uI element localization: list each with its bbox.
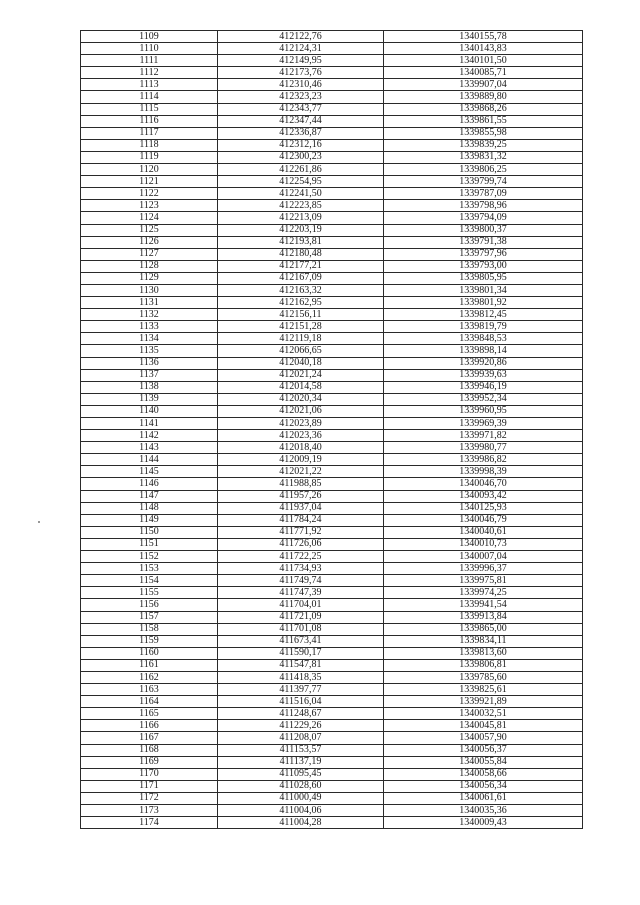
x-coordinate-cell: 412254,95 bbox=[218, 176, 384, 188]
point-number-cell: 1150 bbox=[81, 526, 218, 538]
x-coordinate-cell: 412213,09 bbox=[218, 212, 384, 224]
point-number-cell: 1135 bbox=[81, 345, 218, 357]
x-coordinate-cell: 411153,57 bbox=[218, 744, 384, 756]
point-number-cell: 1143 bbox=[81, 442, 218, 454]
table-row bbox=[81, 151, 583, 163]
y-coordinate-cell: 1339939,63 bbox=[384, 369, 583, 381]
table-row bbox=[81, 817, 583, 829]
y-coordinate-cell: 1339855,98 bbox=[384, 127, 583, 139]
point-number-cell: 1158 bbox=[81, 623, 218, 635]
table-row bbox=[81, 538, 583, 550]
y-coordinate-cell: 1339793,00 bbox=[384, 260, 583, 272]
y-coordinate-cell: 1339969,39 bbox=[384, 418, 583, 430]
point-number-cell: 1160 bbox=[81, 647, 218, 659]
table-row bbox=[81, 514, 583, 526]
x-coordinate-cell: 411397,77 bbox=[218, 684, 384, 696]
x-coordinate-cell: 412040,18 bbox=[218, 357, 384, 369]
y-coordinate-cell: 1339921,89 bbox=[384, 696, 583, 708]
y-coordinate-cell: 1340046,79 bbox=[384, 514, 583, 526]
point-number-cell: 1127 bbox=[81, 248, 218, 260]
table-row bbox=[81, 551, 583, 563]
table-row bbox=[81, 127, 583, 139]
point-number-cell: 1110 bbox=[81, 43, 218, 55]
x-coordinate-cell: 411248,67 bbox=[218, 708, 384, 720]
point-number-cell: 1169 bbox=[81, 756, 218, 768]
y-coordinate-cell: 1339831,32 bbox=[384, 151, 583, 163]
table-row bbox=[81, 466, 583, 478]
table-row bbox=[81, 430, 583, 442]
x-coordinate-cell: 411516,04 bbox=[218, 696, 384, 708]
table-row bbox=[81, 780, 583, 792]
y-coordinate-cell: 1339825,61 bbox=[384, 684, 583, 696]
table-row bbox=[81, 188, 583, 200]
x-coordinate-cell: 411590,17 bbox=[218, 647, 384, 659]
x-coordinate-cell: 412312,16 bbox=[218, 139, 384, 151]
y-coordinate-cell: 1339812,45 bbox=[384, 309, 583, 321]
coordinates-table-body bbox=[81, 31, 583, 829]
table-row bbox=[81, 732, 583, 744]
point-number-cell: 1174 bbox=[81, 817, 218, 829]
table-row bbox=[81, 284, 583, 296]
y-coordinate-cell: 1339797,96 bbox=[384, 248, 583, 260]
x-coordinate-cell: 411721,09 bbox=[218, 611, 384, 623]
x-coordinate-cell: 411749,74 bbox=[218, 575, 384, 587]
table-row bbox=[81, 647, 583, 659]
point-number-cell: 1109 bbox=[81, 31, 218, 43]
point-number-cell: 1117 bbox=[81, 127, 218, 139]
table-row bbox=[81, 139, 583, 151]
point-number-cell: 1130 bbox=[81, 284, 218, 296]
point-number-cell: 1132 bbox=[81, 309, 218, 321]
y-coordinate-cell: 1339907,04 bbox=[384, 79, 583, 91]
point-number-cell: 1173 bbox=[81, 805, 218, 817]
y-coordinate-cell: 1339980,77 bbox=[384, 442, 583, 454]
y-coordinate-cell: 1339971,82 bbox=[384, 430, 583, 442]
point-number-cell: 1147 bbox=[81, 490, 218, 502]
x-coordinate-cell: 411095,45 bbox=[218, 768, 384, 780]
y-coordinate-cell: 1339998,39 bbox=[384, 466, 583, 478]
table-row bbox=[81, 490, 583, 502]
point-number-cell: 1126 bbox=[81, 236, 218, 248]
table-row bbox=[81, 43, 583, 55]
point-number-cell: 1144 bbox=[81, 454, 218, 466]
y-coordinate-cell: 1339801,92 bbox=[384, 297, 583, 309]
x-coordinate-cell: 412173,76 bbox=[218, 67, 384, 79]
table-row bbox=[81, 805, 583, 817]
point-number-cell: 1165 bbox=[81, 708, 218, 720]
table-row bbox=[81, 224, 583, 236]
table-row bbox=[81, 248, 583, 260]
x-coordinate-cell: 411957,26 bbox=[218, 490, 384, 502]
point-number-cell: 1139 bbox=[81, 393, 218, 405]
table-row bbox=[81, 478, 583, 490]
x-coordinate-cell: 411701,08 bbox=[218, 623, 384, 635]
y-coordinate-cell: 1340035,36 bbox=[384, 805, 583, 817]
y-coordinate-cell: 1339785,60 bbox=[384, 671, 583, 683]
point-number-cell: 1122 bbox=[81, 188, 218, 200]
point-number-cell: 1170 bbox=[81, 768, 218, 780]
point-number-cell: 1159 bbox=[81, 635, 218, 647]
y-coordinate-cell: 1340056,37 bbox=[384, 744, 583, 756]
point-number-cell: 1140 bbox=[81, 405, 218, 417]
point-number-cell: 1111 bbox=[81, 55, 218, 67]
y-coordinate-cell: 1340057,90 bbox=[384, 732, 583, 744]
y-coordinate-cell: 1339794,09 bbox=[384, 212, 583, 224]
x-coordinate-cell: 412177,21 bbox=[218, 260, 384, 272]
y-coordinate-cell: 1339920,86 bbox=[384, 357, 583, 369]
y-coordinate-cell: 1339952,34 bbox=[384, 393, 583, 405]
x-coordinate-cell: 412018,40 bbox=[218, 442, 384, 454]
y-coordinate-cell: 1339806,81 bbox=[384, 659, 583, 671]
table-row bbox=[81, 55, 583, 67]
table-row bbox=[81, 393, 583, 405]
y-coordinate-cell: 1339861,55 bbox=[384, 115, 583, 127]
x-coordinate-cell: 411229,26 bbox=[218, 720, 384, 732]
table-row bbox=[81, 333, 583, 345]
y-coordinate-cell: 1340046,70 bbox=[384, 478, 583, 490]
point-number-cell: 1133 bbox=[81, 321, 218, 333]
table-row bbox=[81, 297, 583, 309]
y-coordinate-cell: 1340056,34 bbox=[384, 780, 583, 792]
table-row bbox=[81, 200, 583, 212]
point-number-cell: 1146 bbox=[81, 478, 218, 490]
point-number-cell: 1164 bbox=[81, 696, 218, 708]
y-coordinate-cell: 1339996,37 bbox=[384, 563, 583, 575]
table-row bbox=[81, 696, 583, 708]
x-coordinate-cell: 412023,89 bbox=[218, 418, 384, 430]
point-number-cell: 1167 bbox=[81, 732, 218, 744]
point-number-cell: 1151 bbox=[81, 538, 218, 550]
y-coordinate-cell: 1340009,43 bbox=[384, 817, 583, 829]
x-coordinate-cell: 411704,01 bbox=[218, 599, 384, 611]
point-number-cell: 1118 bbox=[81, 139, 218, 151]
y-coordinate-cell: 1339848,53 bbox=[384, 333, 583, 345]
x-coordinate-cell: 411734,93 bbox=[218, 563, 384, 575]
x-coordinate-cell: 412241,50 bbox=[218, 188, 384, 200]
x-coordinate-cell: 411771,92 bbox=[218, 526, 384, 538]
point-number-cell: 1112 bbox=[81, 67, 218, 79]
x-coordinate-cell: 412119,18 bbox=[218, 333, 384, 345]
point-number-cell: 1116 bbox=[81, 115, 218, 127]
y-coordinate-cell: 1339865,00 bbox=[384, 623, 583, 635]
x-coordinate-cell: 411208,07 bbox=[218, 732, 384, 744]
y-coordinate-cell: 1339941,54 bbox=[384, 599, 583, 611]
x-coordinate-cell: 412021,22 bbox=[218, 466, 384, 478]
point-number-cell: 1166 bbox=[81, 720, 218, 732]
point-number-cell: 1123 bbox=[81, 200, 218, 212]
y-coordinate-cell: 1340055,84 bbox=[384, 756, 583, 768]
x-coordinate-cell: 412163,32 bbox=[218, 284, 384, 296]
point-number-cell: 1121 bbox=[81, 176, 218, 188]
table-row bbox=[81, 381, 583, 393]
x-coordinate-cell: 412023,36 bbox=[218, 430, 384, 442]
table-row bbox=[81, 792, 583, 804]
x-coordinate-cell: 412020,34 bbox=[218, 393, 384, 405]
point-number-cell: 1141 bbox=[81, 418, 218, 430]
x-coordinate-cell: 411726,06 bbox=[218, 538, 384, 550]
x-coordinate-cell: 411028,60 bbox=[218, 780, 384, 792]
x-coordinate-cell: 412151,28 bbox=[218, 321, 384, 333]
point-number-cell: 1138 bbox=[81, 381, 218, 393]
x-coordinate-cell: 412347,44 bbox=[218, 115, 384, 127]
y-coordinate-cell: 1339813,60 bbox=[384, 647, 583, 659]
point-number-cell: 1156 bbox=[81, 599, 218, 611]
table-row bbox=[81, 260, 583, 272]
table-row bbox=[81, 635, 583, 647]
point-number-cell: 1124 bbox=[81, 212, 218, 224]
y-coordinate-cell: 1339799,74 bbox=[384, 176, 583, 188]
y-coordinate-cell: 1339801,34 bbox=[384, 284, 583, 296]
y-coordinate-cell: 1339787,09 bbox=[384, 188, 583, 200]
x-coordinate-cell: 412021,24 bbox=[218, 369, 384, 381]
point-number-cell: 1162 bbox=[81, 671, 218, 683]
point-number-cell: 1152 bbox=[81, 551, 218, 563]
table-row bbox=[81, 684, 583, 696]
x-coordinate-cell: 411547,81 bbox=[218, 659, 384, 671]
y-coordinate-cell: 1340085,71 bbox=[384, 67, 583, 79]
x-coordinate-cell: 412343,77 bbox=[218, 103, 384, 115]
y-coordinate-cell: 1339986,82 bbox=[384, 454, 583, 466]
x-coordinate-cell: 411673,41 bbox=[218, 635, 384, 647]
x-coordinate-cell: 412223,85 bbox=[218, 200, 384, 212]
table-row bbox=[81, 611, 583, 623]
point-number-cell: 1168 bbox=[81, 744, 218, 756]
y-coordinate-cell: 1340010,73 bbox=[384, 538, 583, 550]
table-row bbox=[81, 115, 583, 127]
table-row bbox=[81, 575, 583, 587]
y-coordinate-cell: 1339806,25 bbox=[384, 164, 583, 176]
table-row bbox=[81, 744, 583, 756]
y-coordinate-cell: 1339974,25 bbox=[384, 587, 583, 599]
y-coordinate-cell: 1339798,96 bbox=[384, 200, 583, 212]
table-row bbox=[81, 236, 583, 248]
x-coordinate-cell: 411988,85 bbox=[218, 478, 384, 490]
point-number-cell: 1161 bbox=[81, 659, 218, 671]
table-row bbox=[81, 587, 583, 599]
y-coordinate-cell: 1340032,51 bbox=[384, 708, 583, 720]
y-coordinate-cell: 1339946,19 bbox=[384, 381, 583, 393]
y-coordinate-cell: 1340093,42 bbox=[384, 490, 583, 502]
point-number-cell: 1128 bbox=[81, 260, 218, 272]
y-coordinate-cell: 1339898,14 bbox=[384, 345, 583, 357]
point-number-cell: 1129 bbox=[81, 272, 218, 284]
y-coordinate-cell: 1340007,04 bbox=[384, 551, 583, 563]
table-row bbox=[81, 309, 583, 321]
x-coordinate-cell: 412014,58 bbox=[218, 381, 384, 393]
y-coordinate-cell: 1339975,81 bbox=[384, 575, 583, 587]
x-coordinate-cell: 412310,46 bbox=[218, 79, 384, 91]
point-number-cell: 1153 bbox=[81, 563, 218, 575]
table-row bbox=[81, 176, 583, 188]
x-coordinate-cell: 411004,28 bbox=[218, 817, 384, 829]
table-row bbox=[81, 599, 583, 611]
point-number-cell: 1171 bbox=[81, 780, 218, 792]
table-row bbox=[81, 103, 583, 115]
point-number-cell: 1131 bbox=[81, 297, 218, 309]
point-number-cell: 1172 bbox=[81, 792, 218, 804]
x-coordinate-cell: 411004,06 bbox=[218, 805, 384, 817]
x-coordinate-cell: 412203,19 bbox=[218, 224, 384, 236]
point-number-cell: 1137 bbox=[81, 369, 218, 381]
point-number-cell: 1155 bbox=[81, 587, 218, 599]
y-coordinate-cell: 1340143,83 bbox=[384, 43, 583, 55]
table-row bbox=[81, 405, 583, 417]
point-number-cell: 1149 bbox=[81, 514, 218, 526]
x-coordinate-cell: 412124,31 bbox=[218, 43, 384, 55]
x-coordinate-cell: 412261,86 bbox=[218, 164, 384, 176]
y-coordinate-cell: 1339960,95 bbox=[384, 405, 583, 417]
point-number-cell: 1142 bbox=[81, 430, 218, 442]
y-coordinate-cell: 1339819,79 bbox=[384, 321, 583, 333]
table-row bbox=[81, 671, 583, 683]
table-row bbox=[81, 321, 583, 333]
point-number-cell: 1148 bbox=[81, 502, 218, 514]
y-coordinate-cell: 1340045,81 bbox=[384, 720, 583, 732]
table-row bbox=[81, 212, 583, 224]
x-coordinate-cell: 412066,65 bbox=[218, 345, 384, 357]
table-row bbox=[81, 659, 583, 671]
y-coordinate-cell: 1339800,37 bbox=[384, 224, 583, 236]
y-coordinate-cell: 1339805,95 bbox=[384, 272, 583, 284]
y-coordinate-cell: 1340061,61 bbox=[384, 792, 583, 804]
table-row bbox=[81, 31, 583, 43]
x-coordinate-cell: 412122,76 bbox=[218, 31, 384, 43]
table-row bbox=[81, 442, 583, 454]
table-row bbox=[81, 357, 583, 369]
table-row bbox=[81, 502, 583, 514]
table-row bbox=[81, 756, 583, 768]
scan-speck bbox=[38, 521, 40, 523]
x-coordinate-cell: 412009,19 bbox=[218, 454, 384, 466]
table-row bbox=[81, 164, 583, 176]
table-row bbox=[81, 563, 583, 575]
point-number-cell: 1113 bbox=[81, 79, 218, 91]
y-coordinate-cell: 1339791,38 bbox=[384, 236, 583, 248]
y-coordinate-cell: 1339889,80 bbox=[384, 91, 583, 103]
y-coordinate-cell: 1340101,50 bbox=[384, 55, 583, 67]
x-coordinate-cell: 412156,11 bbox=[218, 309, 384, 321]
table-row bbox=[81, 369, 583, 381]
table-row bbox=[81, 768, 583, 780]
point-number-cell: 1154 bbox=[81, 575, 218, 587]
point-number-cell: 1134 bbox=[81, 333, 218, 345]
y-coordinate-cell: 1340155,78 bbox=[384, 31, 583, 43]
x-coordinate-cell: 411784,24 bbox=[218, 514, 384, 526]
coordinates-table bbox=[80, 30, 583, 829]
x-coordinate-cell: 412021,06 bbox=[218, 405, 384, 417]
point-number-cell: 1119 bbox=[81, 151, 218, 163]
x-coordinate-cell: 412193,81 bbox=[218, 236, 384, 248]
y-coordinate-cell: 1340040,61 bbox=[384, 526, 583, 538]
x-coordinate-cell: 411000,49 bbox=[218, 792, 384, 804]
table-row bbox=[81, 91, 583, 103]
table-row bbox=[81, 454, 583, 466]
x-coordinate-cell: 412167,09 bbox=[218, 272, 384, 284]
x-coordinate-cell: 411937,04 bbox=[218, 502, 384, 514]
table-row bbox=[81, 272, 583, 284]
x-coordinate-cell: 412336,87 bbox=[218, 127, 384, 139]
x-coordinate-cell: 412323,23 bbox=[218, 91, 384, 103]
point-number-cell: 1114 bbox=[81, 91, 218, 103]
x-coordinate-cell: 412162,95 bbox=[218, 297, 384, 309]
table-row bbox=[81, 720, 583, 732]
point-number-cell: 1115 bbox=[81, 103, 218, 115]
point-number-cell: 1145 bbox=[81, 466, 218, 478]
y-coordinate-cell: 1339913,84 bbox=[384, 611, 583, 623]
point-number-cell: 1125 bbox=[81, 224, 218, 236]
y-coordinate-cell: 1339868,26 bbox=[384, 103, 583, 115]
x-coordinate-cell: 411418,35 bbox=[218, 671, 384, 683]
point-number-cell: 1163 bbox=[81, 684, 218, 696]
point-number-cell: 1157 bbox=[81, 611, 218, 623]
point-number-cell: 1136 bbox=[81, 357, 218, 369]
table-row bbox=[81, 623, 583, 635]
table-row bbox=[81, 67, 583, 79]
x-coordinate-cell: 411747,39 bbox=[218, 587, 384, 599]
x-coordinate-cell: 412180,48 bbox=[218, 248, 384, 260]
x-coordinate-cell: 411722,25 bbox=[218, 551, 384, 563]
table-row bbox=[81, 708, 583, 720]
y-coordinate-cell: 1340125,93 bbox=[384, 502, 583, 514]
x-coordinate-cell: 411137,19 bbox=[218, 756, 384, 768]
y-coordinate-cell: 1339834,11 bbox=[384, 635, 583, 647]
x-coordinate-cell: 412300,23 bbox=[218, 151, 384, 163]
table-row bbox=[81, 79, 583, 91]
point-number-cell: 1120 bbox=[81, 164, 218, 176]
x-coordinate-cell: 412149,95 bbox=[218, 55, 384, 67]
table-row bbox=[81, 345, 583, 357]
y-coordinate-cell: 1339839,25 bbox=[384, 139, 583, 151]
y-coordinate-cell: 1340058,66 bbox=[384, 768, 583, 780]
table-row bbox=[81, 418, 583, 430]
table-row bbox=[81, 526, 583, 538]
